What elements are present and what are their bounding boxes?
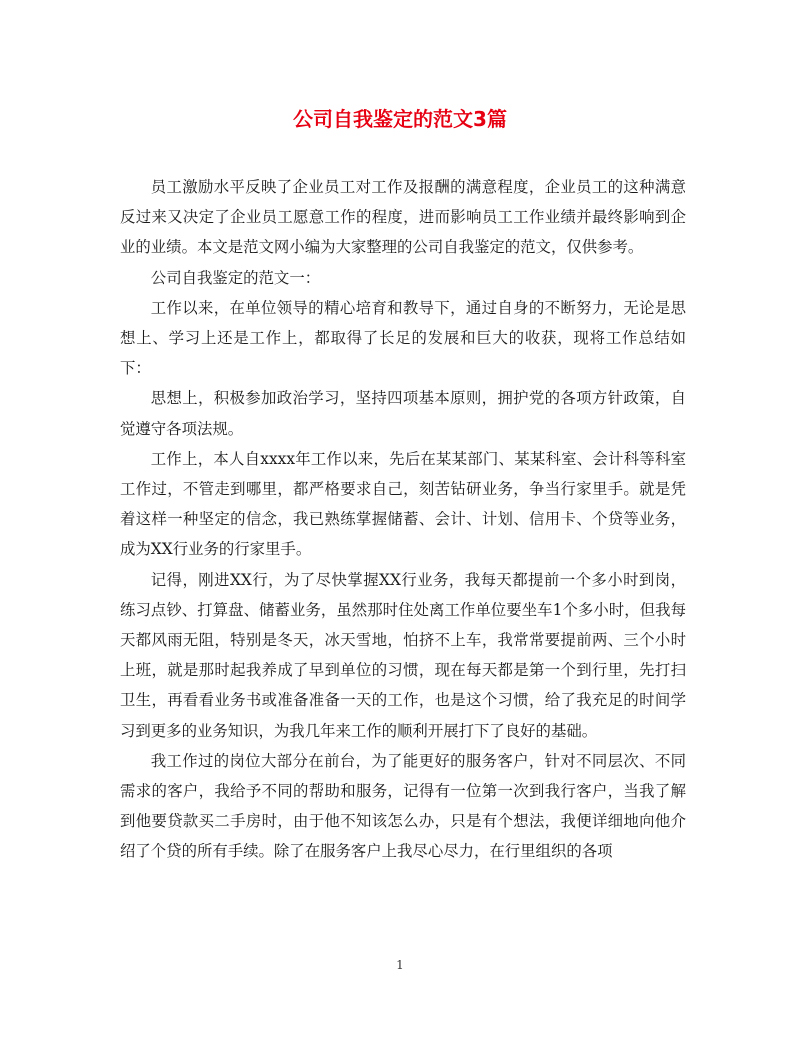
document-body — [120, 172, 686, 867]
paragraph-intro: 员工激励水平反映了企业员工对工作及报酬的满意程度，企业员工的这种满意反过来又决定了企业员工愿意工作的程度，进而影响员工工作业绩并最终影响到企业的业绩。本文是范文网小编为大家整理的公司自我鉴定的范文，仅供参考。 — [120, 178, 686, 257]
paragraph-service: 我工作过的岗位大部分在前台，为了能更好的服务客户，针对不同层次、不同需求的客户，我给予不同的帮助和服务，记得有一位第一次到我行客户，当我了解到他要贷款买二手房时，由于他不知该怎么办，只是有个想法，我便详细地向他介绍了个贷的所有手续。除了在服务客户上我尽心尽力，在行里组织的各项 — [120, 751, 686, 861]
page-number: 1 — [396, 958, 404, 972]
paragraph-section-heading: 公司自我鉴定的范文一： — [150, 268, 321, 287]
paragraph-thought: 思想上，积极参加政治学习，坚持四项基本原则，拥护党的各项方针政策，自觉遵守各项法规。 — [120, 389, 686, 438]
paragraph-work-summary: 工作以来，在单位领导的精心培育和教导下，通过自身的不断努力，无论是思想上、学习上还是工作上，都取得了长足的发展和巨大的收获，现将工作总结如下： — [120, 298, 686, 378]
document-title: 公司自我鉴定的范文3篇 — [293, 107, 507, 131]
paragraph-work: 工作上，本人自xxxx年工作以来，先后在某某部门、某某科室、会计科等科室工作过，不管走到哪里，都严格要求自己，刻苦钻研业务，争当行家里手。就是凭着这样一种坚定的信念，我已熟练掌握储蓄、会计、计划、信用卡、个贷等业务，成为XX行业务的行家里手。 — [120, 449, 686, 559]
paragraph-memory: 记得，刚进XX行，为了尽快掌握XX行业务，我每天都提前一个多小时到岗，练习点钞、打算盘、储蓄业务，虽然那时住处离工作单位要坐车1个多小时，但我每天都风雨无阻，特别是冬天，冰天雪地，怕挤不上车，我常常要提前两、三个小时上班，就是那时起我养成了早到单位的习惯，现在每天都是第一个到行里，先打扫卫生，再看看业务书或准备准备一天的工作，也是这个习惯，给了我充足的时间学习到更多的业务知识，为我几年来工作的顺利开展打下了良好的基础。 — [120, 570, 686, 740]
